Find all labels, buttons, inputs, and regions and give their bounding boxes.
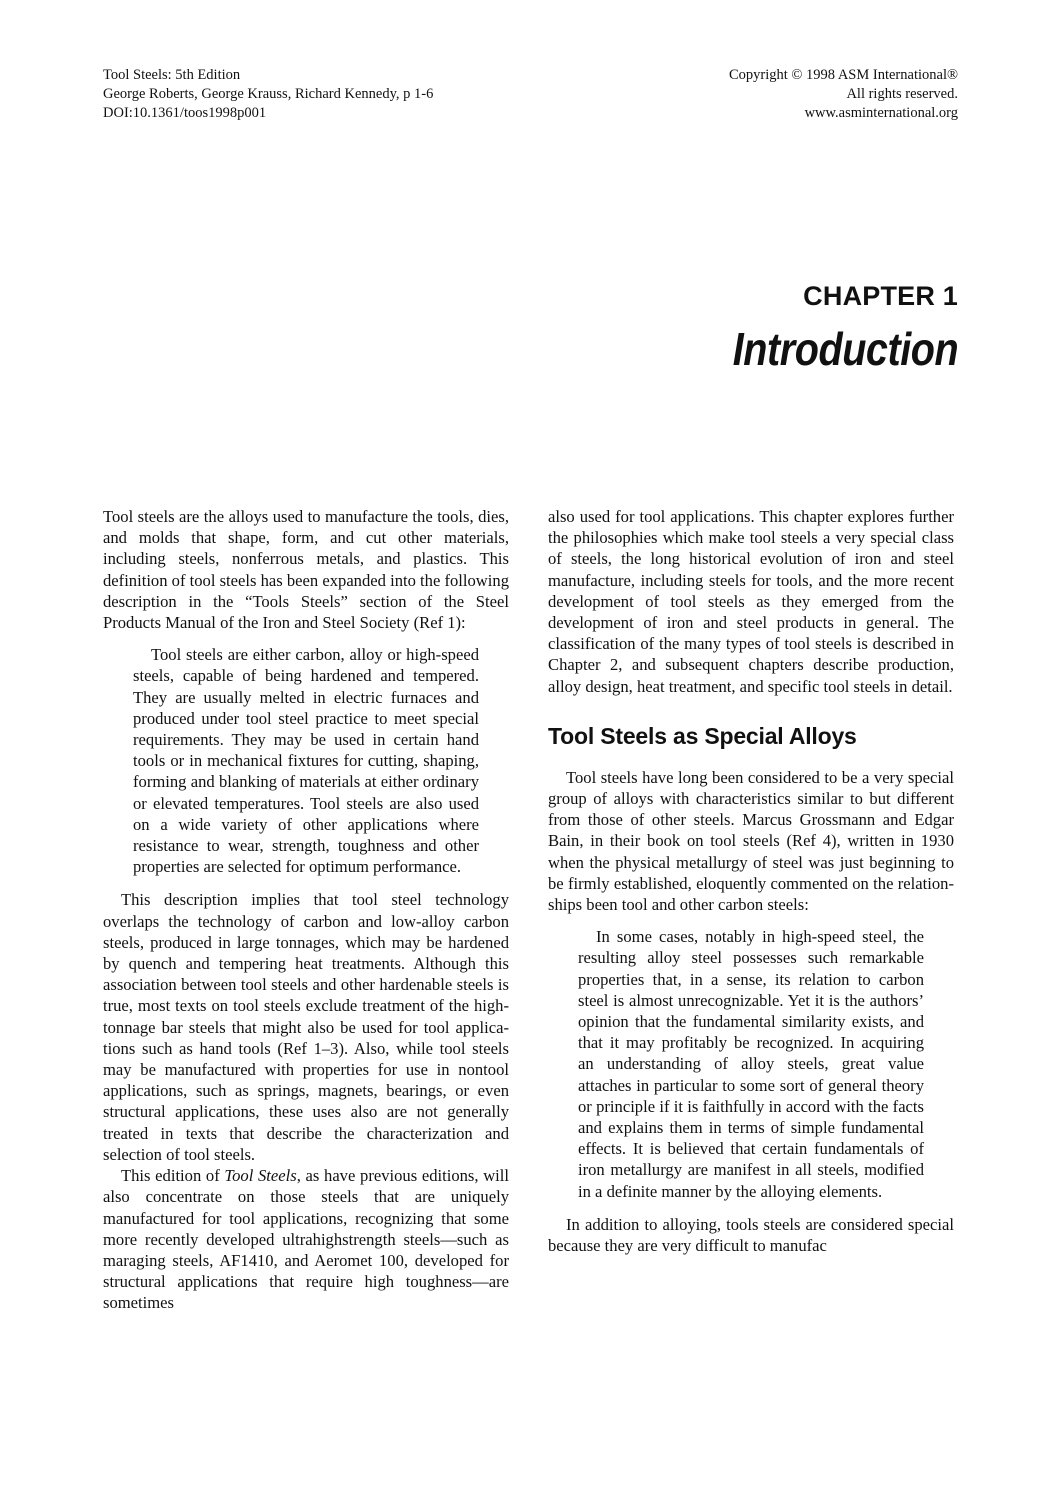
body-paragraph: also used for tool applications. This chapter explores further the philosophies which make tool steels a very special class of steels, the long historical evolution of iron and steel manufacture, including steels for tools, and the more recent development of tool steels as they emerged from the development of iron and steel products in general. The classification of the many types of tool steels is described in Chapter 2, and subsequent chapters describe production, alloy design, heat treatment, and specific tool steels in detail. [548,507,954,696]
paragraph-text: , as have previous editions, will also concentrate on those steels that are uniquely manufactured for tool applications, recognizing that some more recently developed ultrahighstrength steels—such as maraging steels, AF1410, and Aeromet 100, developed for structural applications that require high toughness—are sometimes [103,1166,510,1313]
block-quote: In some cases, notably in high-speed steel, the resulting alloy steel possesses such remarkable properties that, in a sense, its relation to carbon steel is almost unrecognizable. Yet it is the authors’ opinion that the fundamental similarity exists, and that it may profitably be recognized. In acquiring an understanding of alloy steels, great value attaches in particular to some sort of general theory or principle if it is faithfully in accord with the facts and explains them in terms of simple fundamental effects. It is believed that certain fundamentals of iron metallurgy are manifest in all steels, modified in a definite manner by the alloying elements. [578,927,924,1201]
book-title-line: Tool Steels: 5th Edition [103,67,241,83]
header-citation [103,66,433,123]
authors-line: George Roberts, George Krauss, Richard Kennedy, p 1-6 [103,86,434,102]
right-column [548,506,954,1256]
italic-book-title: Tool Steels [224,1166,297,1186]
chapter-title: Introduction [732,323,958,375]
header-copyright [729,66,958,123]
body-paragraph: This description implies that tool steel technology overlaps the technology of carbon and low-alloy carbon steels, produced in large tonnages, which may be hardened by quench and tempering heat treatments. Although this association between tool steels and other hardenable steels is true, most texts on tool steels exclude treatment of the high-tonnage bar steels that might also be used for tool applications such as hand tools (Ref 1–3). Also, while tool steels may be manufactured with properties for use in nontool applications, such as springs, magnets, bearings, or even structural applications, these uses also are not generally treated in texts that describe the characterization and selection of tool steels. [103,890,509,1164]
doi-line: DOI:10.1361/toos1998p001 [103,105,267,121]
body-paragraph: In addition to alloying, tools steels are considered special because they are very difficult to manufac [548,1214,954,1256]
paragraph-text: This edition of [121,1166,225,1186]
body-paragraph: Tool steels have long been considered to be a very special group of alloys with characteristics similar to but different from those of other steels. Marcus Grossmann and Edgar Bain, in their book on tool steels (Ref 4), written in 1930 when the physical metallurgy of steel was just beginning to be firmly established, eloquently commented on the relationships been tool and other carbon steels: [548,767,954,915]
body-paragraph [103,1165,509,1313]
block-quote: Tool steels are either carbon, alloy or high-speed steels, capable of being hardened and tempered. They are usually melted in electric furnaces and produced under tool steel practice to meet special requirements. They may be used in certain hand tools or in mechanical fixtures for cutting, shaping, forming and blanking of materials at either ordinary or elevated temperatures. Tool steels are also used on a wide variety of other applications where resistance to wear, strength, toughness and other properties are selected for optimum performance. [133,645,479,877]
intro-paragraph: Tool steels are the alloys used to manufacture the tools, dies, and molds that shape, form, and cut other materials, including steels, nonferrous metals, and plastics. This definition of tool steels has been expanded into the following description in the “Tools Steels” section of the Steel Products Manual of the Iron and Steel Society (Ref 1): [103,507,509,633]
chapter-label: CHAPTER 1 [803,281,958,311]
rights-line: All rights reserved. [846,86,958,102]
website-line: www.asminternational.org [804,105,958,121]
left-column [103,506,509,1314]
copyright-line: Copyright © 1998 ASM International® [728,67,958,83]
section-heading: Tool Steels as Special Alloys [548,722,857,749]
